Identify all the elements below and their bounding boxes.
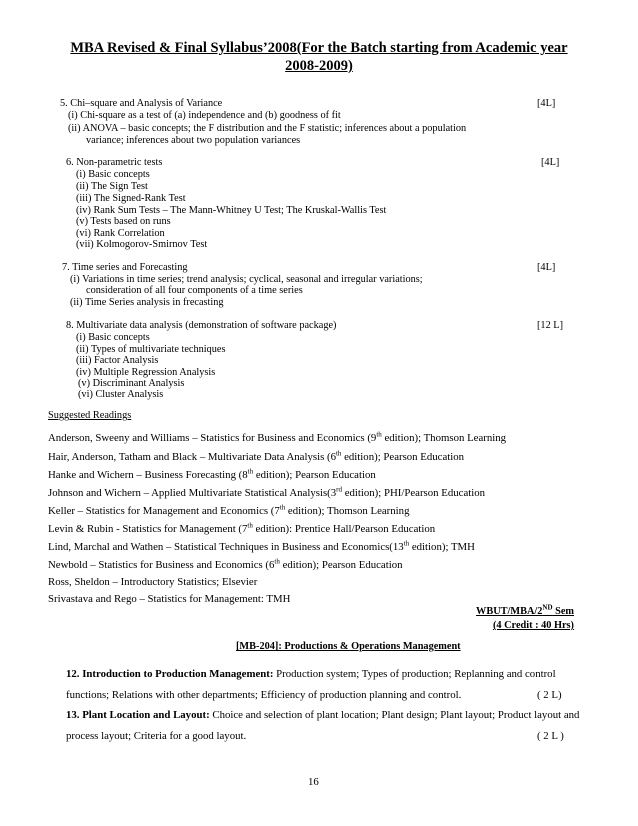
course-topic-12-hours: ( 2 L) — [537, 689, 562, 701]
reading-item: Srivastava and Rego – Statistics for Management: TMH — [48, 593, 291, 605]
topic-item: (iv) Rank Sum Tests – The Mann-Whitney U Test; The Kruskal-Wallis Test — [76, 205, 387, 216]
readings-heading: Suggested Readings — [48, 410, 132, 421]
topic-heading: 5. Chi–square and Analysis of Variance — [60, 98, 223, 109]
topic-item: (i) Chi-square as a test of (a) independence and (b) goodness of fit — [68, 110, 341, 121]
reading-item: Newbold – Statistics for Business and Economics (6th edition); Pearson Education — [48, 557, 403, 571]
course-title: [MB-204]: Productions & Operations Management — [236, 641, 461, 652]
reading-item: Keller – Statistics for Management and Economics (7th edition); Thomson Learning — [48, 503, 410, 517]
topic-item: (ii) Types of multivariate techniques — [76, 344, 226, 355]
reading-item: Ross, Sheldon – Introductory Statistics; Elsevier — [48, 576, 258, 588]
topic-item: (ii) Time Series analysis in frecasting — [70, 297, 224, 308]
course-topic-12: 12. Introduction to Production Management: Production system; Types of production; Replanning and control — [66, 668, 556, 680]
reading-item: Johnson and Wichern – Applied Multivariate Statistical Analysis(3rd edition); PHI/Pearson Education — [48, 485, 486, 499]
page-title-line2: 2008-2009) — [285, 58, 353, 74]
topic-item: (ii) The Sign Test — [76, 181, 148, 192]
topic-item: (i) Basic concepts — [76, 332, 150, 343]
page-title-line1: MBA Revised & Final Syllabus’2008(For the Batch starting from Academic year — [70, 40, 568, 56]
topic-item: (i) Basic concepts — [76, 169, 150, 180]
topic-item: (vii) Kolmogorov-Smirnov Test — [76, 239, 208, 250]
topic-item: (iii) The Signed-Rank Test — [76, 193, 186, 204]
topic-item: consideration of all four components of a time series — [86, 285, 303, 296]
reading-item: Hanke and Wichern – Business Forecasting (8th edition); Pearson Education — [48, 467, 376, 481]
topic-heading: 7. Time series and Forecasting — [62, 262, 188, 273]
reading-item: Hair, Anderson, Tatham and Black – Multivariate Data Analysis (6th edition); Pearson Education — [48, 449, 465, 463]
topic-item: (i) Variations in time series; trend analysis; cyclical, seasonal and irregular variations; — [70, 274, 423, 285]
course-code: WBUT/MBA/2ND Sem — [476, 603, 574, 617]
reading-item: Levin & Rubin - Statistics for Management (7th edition): Prentice Hall/Pearson Education — [48, 521, 436, 535]
topic-item: (v) Tests based on runs — [76, 216, 171, 227]
topic-heading: 6. Non-parametric tests — [66, 157, 163, 168]
topic-item: (vi) Cluster Analysis — [78, 389, 164, 400]
course-credit: (4 Credit : 40 Hrs) — [492, 620, 574, 631]
topic-heading: 8. Multivariate data analysis (demonstration of software package) — [66, 320, 337, 331]
course-topic-13-hours: ( 2 L ) — [537, 730, 564, 742]
topic-item: (ii) ANOVA – basic concepts; the F distribution and the F statistic; inferences about a population — [68, 123, 467, 134]
course-topic-12-cont: functions; Relations with other departments; Efficiency of production planning and control. — [66, 689, 462, 701]
course-topic-13: 13. Plant Location and Layout: Choice and selection of plant location; Plant design; Plant layout; Product layout and — [66, 709, 580, 721]
topic-item: (iii) Factor Analysis — [76, 355, 159, 366]
topic-item: (iv) Multiple Regression Analysis — [76, 367, 216, 378]
course-topic-13-cont: process layout; Criteria for a good layout. — [66, 730, 247, 742]
topic-hours: [12 L] — [537, 320, 564, 331]
reading-item: Lind, Marchal and Wathen – Statistical Techniques in Business and Economics(13th edition); TMH — [48, 539, 475, 553]
topic-hours: [4L] — [537, 98, 556, 109]
topic-item: variance; inferences about two population variances — [86, 135, 301, 146]
topic-hours: [4L] — [541, 157, 560, 168]
page-number: 16 — [308, 776, 319, 788]
topic-hours: [4L] — [537, 262, 556, 273]
reading-item: Anderson, Sweeny and Williams – Statistics for Business and Economics (9th edition); Thomson Learning — [48, 430, 507, 444]
topic-item: (vi) Rank Correlation — [76, 228, 165, 239]
topic-item: (v) Discriminant Analysis — [78, 378, 185, 389]
